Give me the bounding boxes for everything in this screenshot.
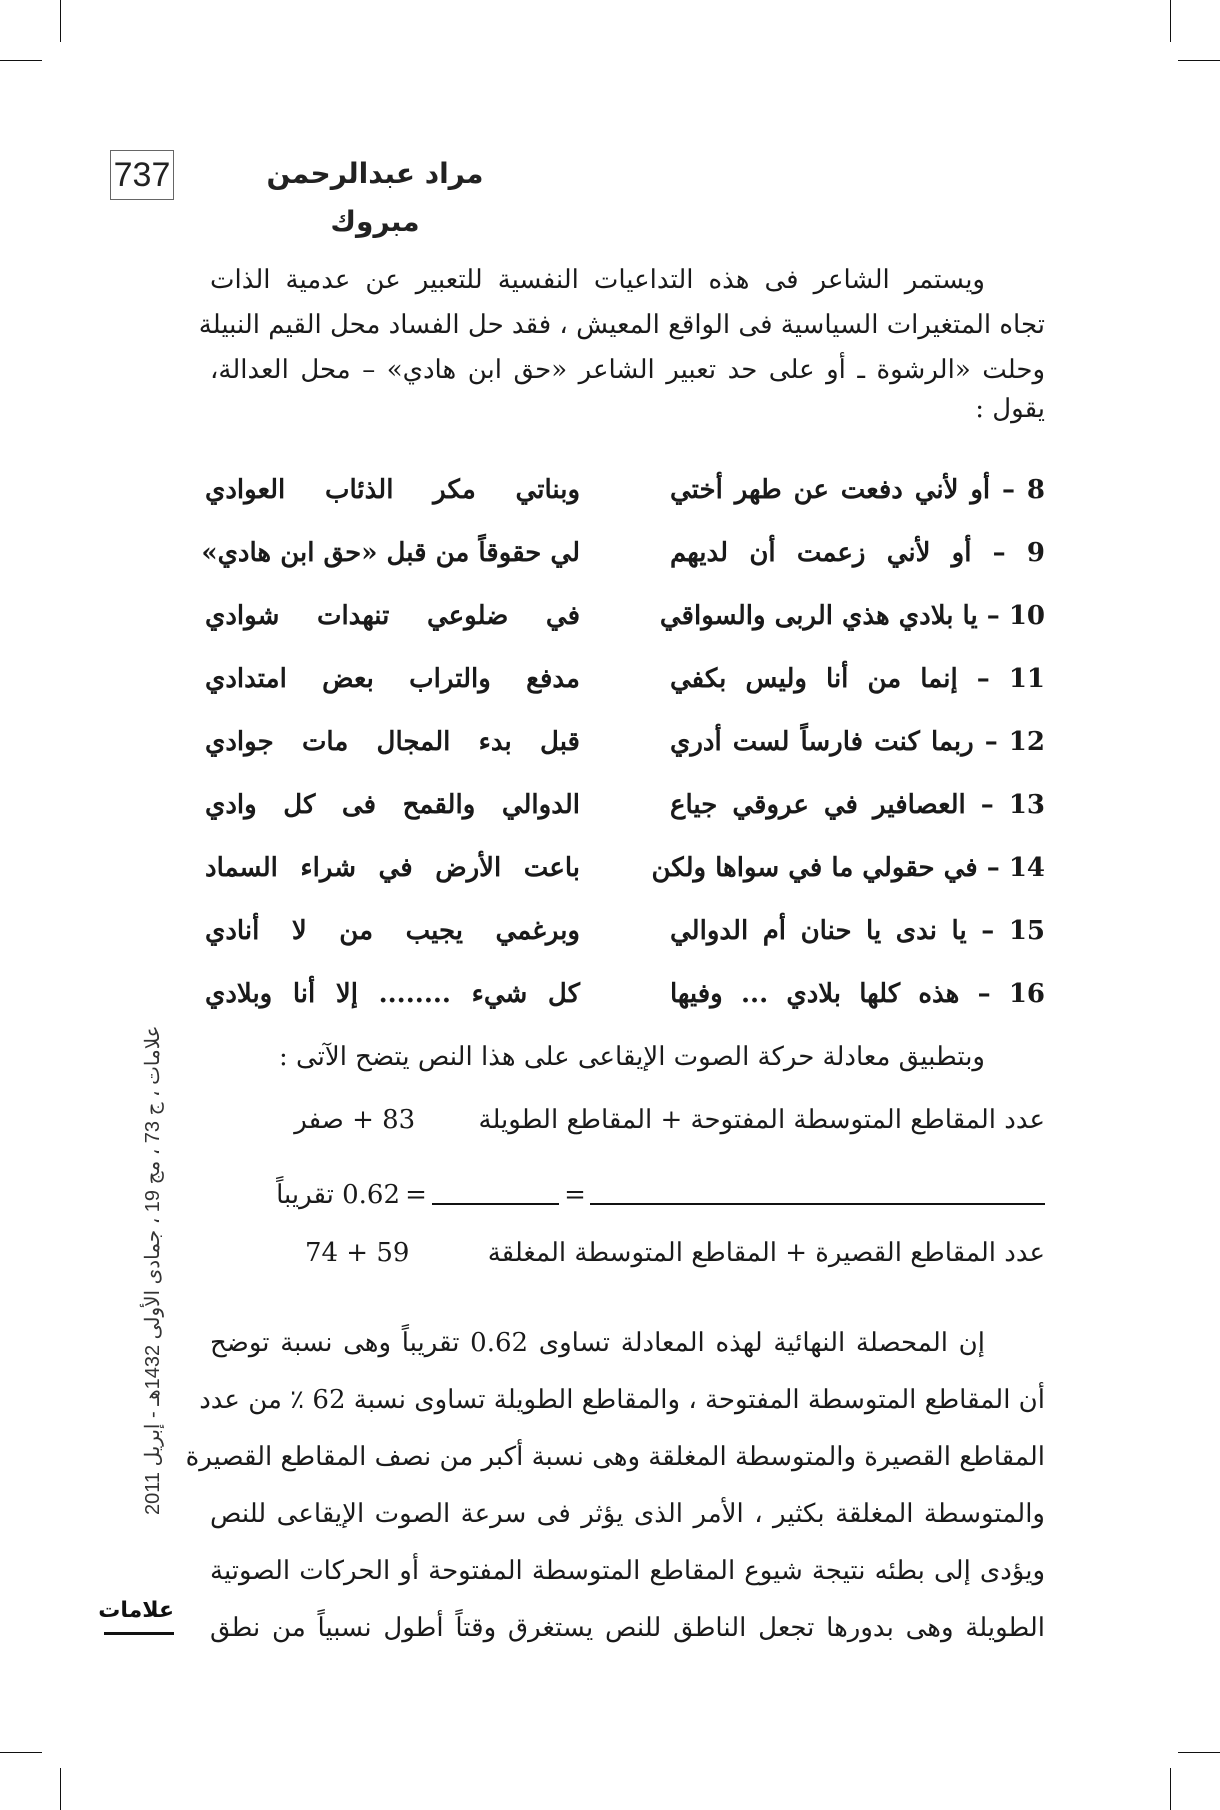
verse-first-hemistich: 10 – يا بلادي هذي الربى والسواقي [670, 588, 1045, 644]
verse-text: هذه كلها بلادي ... وفيها [670, 979, 960, 1009]
verse-number: 15 [1008, 916, 1046, 946]
poem-verse [205, 651, 1045, 714]
verse-number: 10 [1008, 601, 1045, 631]
poem-verse [205, 588, 1045, 651]
verse-text: يا ندى يا حنان أم الدوالي [670, 916, 967, 946]
equals-sign: = [405, 1180, 427, 1210]
verse-first-hemistich: 15 – يا ندى يا حنان أم الدوالي [670, 903, 1045, 959]
journal-issue-info: علامات ، ج 73 ، مج 19 ، جمادى الأولى 1432هـ - إبريل 2011 [142, 1025, 164, 1515]
poem-verse [205, 777, 1045, 840]
poem-verse [205, 714, 1045, 777]
fraction-line-main [590, 1203, 1045, 1205]
equation-result: 0.62 تقريباً [276, 1180, 400, 1210]
journal-logo: علامات [98, 1598, 174, 1623]
verse-first-hemistich: 8 – أو لأني دفعت عن طهر أختي [670, 462, 1045, 518]
verse-number: 8 [1026, 475, 1045, 505]
verse-text: أو لأني زعمت أن لديهم [670, 538, 972, 568]
verse-number: 9 [1026, 538, 1045, 568]
equation-intro [210, 1035, 1045, 1080]
numerator-label: عدد المقاطع المتوسطة المفتوحة + المقاطع الطويلة [478, 1105, 1045, 1135]
verse-first-hemistich: 16 – هذه كلها بلادي ... وفيها [670, 966, 1045, 1022]
crop-mark [1170, 0, 1171, 42]
text-line: ويستمر الشاعر فى هذه التداعيات النفسية للتعبير عن عدمية الذات [210, 265, 985, 295]
verse-second-hemistich: وبرغمي يجيب من لا أنادي [205, 916, 580, 946]
text-line: أن المقاطع المتوسطة المفتوحة ، والمقاطع الطويلة تساوى نسبة 62 ٪ من عدد [199, 1385, 1045, 1415]
poem-verse [205, 840, 1045, 903]
verse-first-hemistich: 11 – إنما من أنا وليس بكفي [670, 651, 1045, 707]
equation-denominator [270, 1238, 1045, 1268]
verse-second-hemistich: كل شيء ........ إلا أنا وبلادي [205, 979, 580, 1009]
text-line: تجاه المتغيرات السياسية فى الواقع المعيش ، فقد حل الفساد محل القيم النبيلة [198, 310, 1045, 340]
crop-mark [60, 0, 61, 42]
verse-number: 12 [1008, 727, 1045, 757]
verse-first-hemistich: 14 – في حقولي ما في سواها ولكن [670, 840, 1045, 896]
verse-text: العصافير في عروقي جياع [670, 790, 966, 820]
verse-second-hemistich: وبناتي مكر الذئاب العوادي [205, 475, 580, 505]
text-line: ويؤدى إلى بطئه نتيجة شيوع المقاطع المتوسطة المفتوحة أو الحركات الصوتية [210, 1556, 1045, 1586]
running-header-author: مراد عبدالرحمن مبروك [266, 157, 484, 238]
verse-second-hemistich: مدفع والتراب بعض امتدادي [205, 664, 580, 694]
verse-second-hemistich: لي حقوقاً من قبل «حق ابن هادي» [201, 538, 580, 568]
conclusion-paragraph [185, 1315, 1045, 1657]
poem-verse [205, 966, 1045, 1029]
verse-text: في حقولي ما في سواها ولكن [651, 853, 978, 883]
equals-sign: = [564, 1180, 586, 1210]
verse-number: 14 [1008, 853, 1045, 883]
verse-second-hemistich: الدوالي والقمح فى كل وادي [205, 790, 580, 820]
denominator-value: 59 + 74 [304, 1238, 410, 1268]
crop-mark [1178, 60, 1220, 61]
fraction-line-short [432, 1203, 559, 1205]
intro-paragraph [198, 258, 1045, 425]
verse-second-hemistich: باعت الأرض في شراء السماد [205, 853, 580, 883]
verse-text: يا بلادي هذي الربى والسواقي [659, 601, 978, 631]
verse-first-hemistich: 9 – أو لأني زعمت أن لديهم [670, 525, 1045, 581]
poem-verse [201, 525, 1045, 588]
crop-mark [0, 60, 42, 61]
text-line: المقاطع القصيرة والمتوسطة المغلقة وهى نسبة أكبر من نصف المقاطع القصيرة [185, 1442, 1045, 1472]
verse-number: 13 [1008, 790, 1045, 820]
crop-mark [60, 1768, 61, 1810]
logo-underline [104, 1632, 174, 1635]
text-line: وبتطبيق معادلة حركة الصوت الإيقاعى على هذا النص يتضح الآتى : [278, 1042, 985, 1072]
text-line: يقول : [975, 394, 1045, 424]
verse-number: 16 [1008, 979, 1045, 1009]
verse-number: 11 [1008, 664, 1045, 694]
text-line: وحلت «الرشوة ـ أو على حد تعبير الشاعر «حق ابن هادي» – محل العدالة، [210, 355, 1045, 385]
verse-second-hemistich: قبل بدء المجال مات جوادي [205, 727, 580, 757]
numerator-value: 83 + صفر [294, 1105, 416, 1135]
denominator-label: عدد المقاطع القصيرة + المقاطع المتوسطة المغلقة [487, 1238, 1045, 1268]
verse-text: أو لأني دفعت عن طهر أختي [670, 475, 991, 505]
crop-mark [0, 1752, 42, 1753]
text-line: والمتوسطة المغلقة بكثير ، الأمر الذى يؤثر فى سرعة الصوت الإيقاعى للنص [210, 1499, 1045, 1529]
crop-mark [1170, 1768, 1171, 1810]
page-number: 737 [110, 150, 174, 200]
verse-text: إنما من أنا وليس بكفي [670, 664, 958, 694]
verse-text: ربما كنت فارساً لست أدري [670, 727, 974, 757]
poem-verse [205, 903, 1045, 966]
equation-numerator [270, 1105, 1045, 1135]
verse-first-hemistich: 12 – ربما كنت فارساً لست أدري [670, 714, 1045, 770]
verse-second-hemistich: في ضلوعي تنهدات شوادي [205, 601, 580, 631]
text-line: إن المحصلة النهائية لهذه المعادلة تساوى 0.62 تقريباً وهى نسبة توضح [210, 1328, 985, 1358]
verse-first-hemistich: 13 – العصافير في عروقي جياع [670, 777, 1045, 833]
text-line: الطويلة وهى بدورها تجعل الناطق للنص يستغرق وقتاً أطول نسبياً من نطق [210, 1613, 1045, 1643]
poem-verse [205, 462, 1045, 525]
poem [201, 462, 1046, 1029]
crop-mark [1178, 1752, 1220, 1753]
